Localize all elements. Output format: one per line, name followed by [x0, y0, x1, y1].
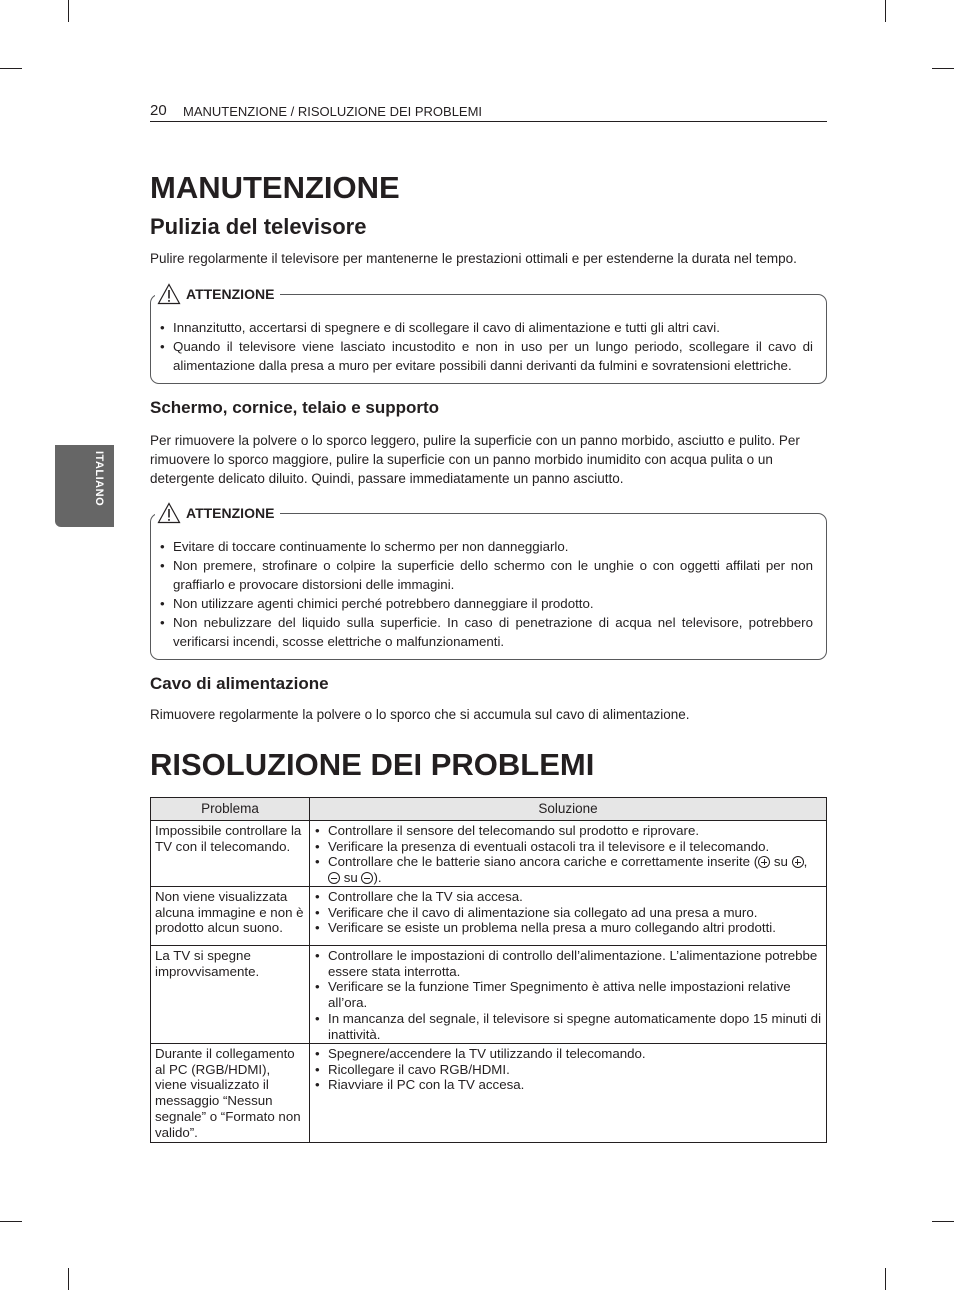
page-header	[150, 100, 827, 122]
solution-item: • Riavviare il PC con la TV accesa.	[314, 1077, 822, 1093]
table-row	[151, 821, 827, 887]
plus-circle-icon	[758, 856, 770, 868]
warning-icon	[157, 502, 181, 524]
solution-item: • Verificare la presenza di eventuali ostacoli tra il televisore e il telecomando.	[314, 839, 822, 855]
problem-cell: La TV si spegne improvvisamente.	[151, 946, 310, 1044]
solution-item: • Controllare le impostazioni di controllo dell’alimentazione. L’alimentazione potrebbe essere stata interrotta.	[314, 948, 822, 979]
solution-item: • Controllare che la TV sia accesa.	[314, 889, 822, 905]
language-label: ITALIANO	[93, 451, 105, 507]
solution-item: • Ricollegare il cavo RGB/HDMI.	[314, 1062, 822, 1078]
subsection-title-pulizia: Pulizia del televisore	[150, 214, 367, 239]
table-row	[151, 887, 827, 946]
section-title-manutenzione: MANUTENZIONE	[150, 170, 400, 205]
solution-item: • Verificare se esiste un problema nella presa a muro collegando altri prodotti.	[314, 920, 822, 936]
crop-mark	[885, 0, 886, 22]
troubleshooting-table	[150, 797, 827, 1143]
solution-cell	[310, 821, 827, 887]
subsection-title-cavo: Cavo di alimentazione	[150, 674, 329, 693]
solution-item: • Verificare che il cavo di alimentazione sia collegato ad una presa a muro.	[314, 905, 822, 921]
caution-item: • Non nebulizzare del liquido sulla superficie. In caso di penetrazione di acqua nel televisore, potrebbero verificarsi incendi, scosse elettriche o malfunzionamenti.	[160, 613, 813, 651]
table-header-row	[151, 798, 827, 821]
running-title: MANUTENZIONE / RISOLUZIONE DEI PROBLEMI	[183, 104, 483, 119]
warning-icon	[157, 283, 181, 305]
solution-item: • Spegnere/accendere la TV utilizzando il telecomando.	[314, 1046, 822, 1062]
subsection-title-schermo: Schermo, cornice, telaio e supporto	[150, 398, 440, 417]
caution-label: ATTENZIONE	[155, 501, 280, 525]
problem-cell: Non viene visualizzata alcuna immagine e non è prodotto alcun suono.	[151, 887, 310, 946]
minus-circle-icon	[328, 872, 340, 884]
problem-cell: Durante il collegamento al PC (RGB/HDMI), viene visualizzato il messaggio “Nessun segnale” o “Formato non valido”.	[151, 1044, 310, 1143]
caution-item: • Non utilizzare agenti chimici perché potrebbero danneggiare il prodotto.	[160, 594, 813, 613]
plus-circle-icon	[792, 856, 804, 868]
crop-mark	[68, 0, 69, 22]
crop-mark	[885, 1268, 886, 1290]
cavo-intro: Rimuovere regolarmente la polvere o lo sporco che si accumula sul cavo di alimentazione.	[150, 707, 690, 722]
crop-mark	[68, 1268, 69, 1290]
pulizia-intro: Pulire regolarmente il televisore per mantenerne le prestazioni ottimali e per estenderne la durata nel tempo.	[150, 251, 797, 266]
solution-item: • Verificare se la funzione Timer Spegnimento è attiva nelle impostazioni relative all’ora.	[314, 979, 822, 1010]
table-row	[151, 1044, 827, 1143]
column-header-soluzione: Soluzione	[310, 798, 827, 821]
caution-label: ATTENZIONE	[155, 282, 280, 306]
solution-item: • In mancanza del segnale, il televisore si spegne automaticamente dopo 15 minuti di inattività.	[314, 1011, 822, 1042]
caution-list	[160, 537, 813, 651]
page-number: 20	[150, 102, 167, 119]
solution-cell	[310, 946, 827, 1044]
solution-item: • Controllare il sensore del telecomando sul prodotto e riprovare.	[314, 823, 822, 839]
crop-mark	[0, 1221, 22, 1222]
caution-item: • Quando il televisore viene lasciato incustodito e non in uso per un lungo periodo, scollegare il cavo di alimentazione dalla presa a muro per evitare possibili danni derivanti da fulmini e sovratensioni elettriche.	[160, 337, 813, 375]
caution-item: • Evitare di toccare continuamente lo schermo per non danneggiarlo.	[160, 537, 813, 556]
caution-list	[160, 318, 813, 375]
crop-mark	[932, 68, 954, 69]
column-header-problema: Problema	[151, 798, 310, 821]
caution-item: • Non premere, strofinare o colpire la superficie dello schermo con le unghie o con oggetti affilati per non graffiarlo e provocare distorsioni delle immagini.	[160, 556, 813, 594]
schermo-intro: Per rimuovere la polvere o lo sporco leggero, pulire la superficie con un panno morbido, asciutto e pulito. Per rimuovere lo sporco maggiore, pulire la superficie con un panno morbido inumidito con acqua pulita o un detergente delicato diluito. Quindi, passare immediatamente un panno asciutto.	[150, 433, 800, 486]
crop-mark	[932, 1221, 954, 1222]
caution-box-schermo	[150, 505, 827, 660]
caution-box-pulizia	[150, 286, 827, 384]
solution-cell	[310, 887, 827, 946]
solution-cell	[310, 1044, 827, 1143]
crop-mark	[0, 68, 22, 69]
language-side-tab	[55, 445, 114, 527]
problem-cell: Impossibile controllare la TV con il telecomando.	[151, 821, 310, 887]
section-title-risoluzione: RISOLUZIONE DEI PROBLEMI	[150, 747, 595, 782]
solution-item-battery: • Controllare che le batterie siano ancora cariche e correttamente inserite ( su , su ).	[314, 854, 822, 885]
caution-item: • Innanzitutto, accertarsi di spegnere e di scollegare il cavo di alimentazione e tutti gli altri cavi.	[160, 318, 813, 337]
table-row	[151, 946, 827, 1044]
minus-circle-icon	[361, 872, 373, 884]
